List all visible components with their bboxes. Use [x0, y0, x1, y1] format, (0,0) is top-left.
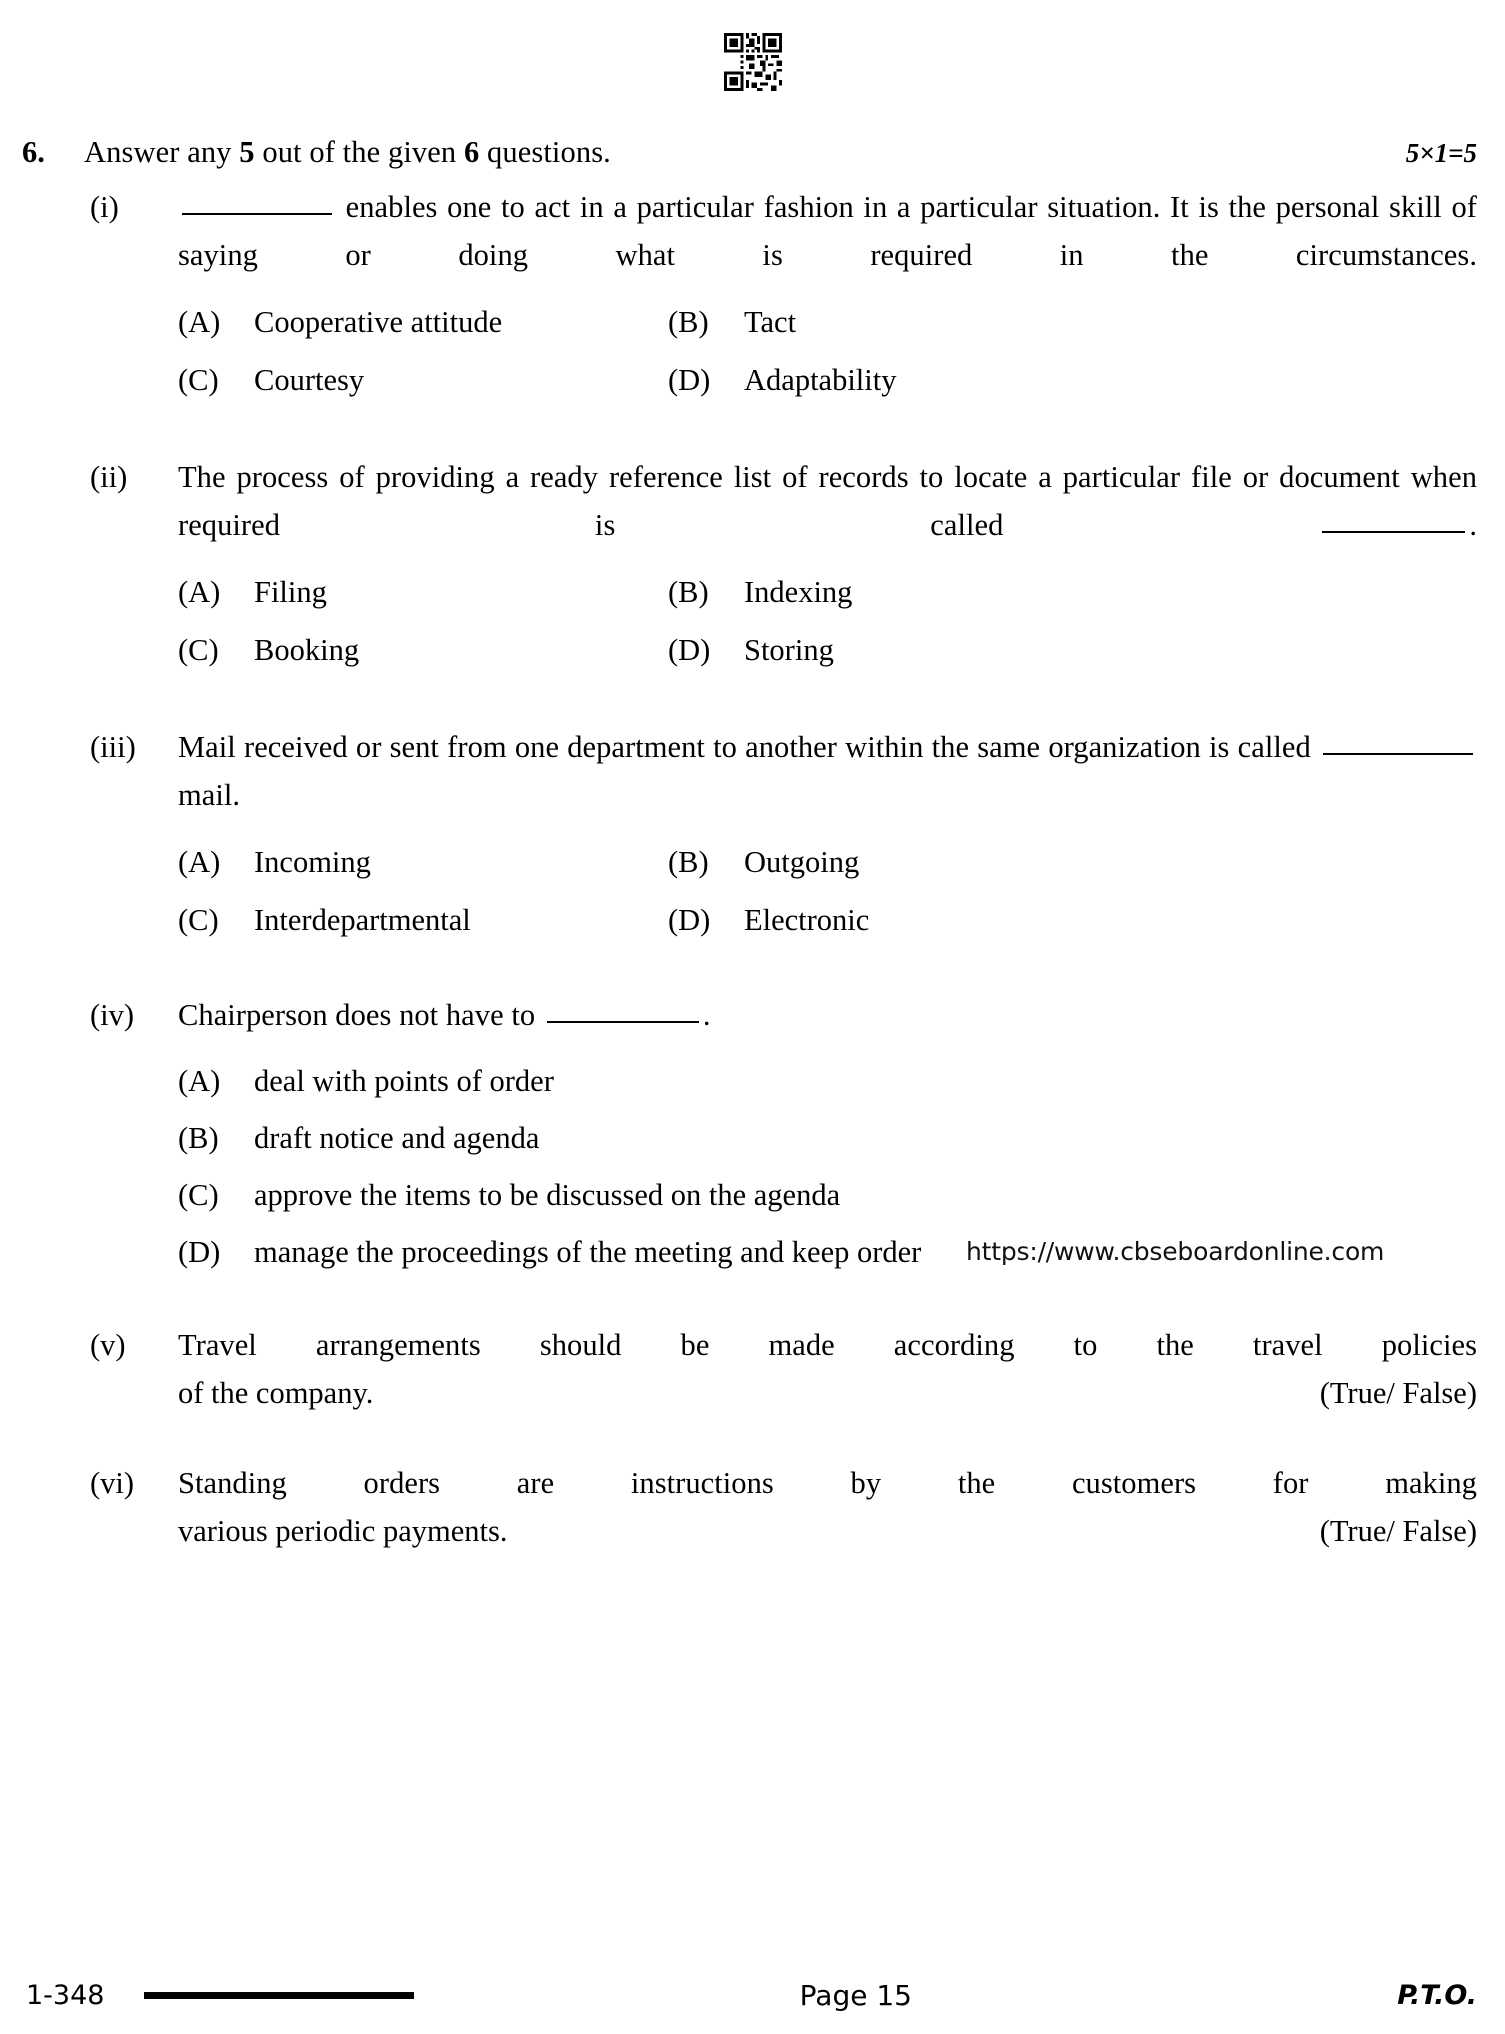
instruction-count-total: 6 [463, 135, 480, 169]
item-stem-vi-line2 [178, 1507, 1477, 1555]
footer-pto: P.T.O. [1397, 1980, 1477, 2011]
option-text: manage the proceedings of the meeting and keep order [254, 1235, 922, 1269]
option-key: (B) [668, 845, 709, 879]
list-item-i [90, 183, 1477, 409]
option-text: Courtesy [254, 363, 365, 397]
option-a[interactable] [178, 563, 668, 621]
option-text: Interdepartmental [254, 903, 471, 937]
option-c[interactable] [178, 1167, 1477, 1224]
option-d[interactable] [668, 351, 896, 409]
option-text: draft notice and agenda [254, 1121, 540, 1155]
answer-blank[interactable] [1323, 753, 1473, 755]
option-key: (D) [178, 1235, 221, 1269]
item-stem-ii [178, 453, 1477, 549]
item-body-iii [178, 723, 1477, 949]
options-i [178, 293, 1477, 409]
answer-blank[interactable] [1322, 531, 1465, 533]
item-stem-v-line2 [178, 1369, 1477, 1417]
option-key: (C) [178, 633, 219, 667]
spacer [90, 1281, 1477, 1321]
option-text: Filing [254, 575, 327, 609]
option-b[interactable] [668, 563, 852, 621]
question-instruction [84, 135, 1406, 170]
option-row [178, 293, 1477, 351]
stem-text-ii-end: . [1469, 508, 1477, 542]
question-header [22, 135, 1477, 170]
list-item-vi [90, 1459, 1477, 1555]
option-text: Indexing [744, 575, 853, 609]
option-key: (C) [178, 1178, 219, 1212]
true-false-tag[interactable]: (True/ False) [1319, 1376, 1477, 1410]
item-stem-v-line1: Travel arrangements should be made according to the travel policies [178, 1328, 1477, 1362]
option-row [178, 351, 1477, 409]
item-label-vi: (vi) [90, 1466, 135, 1500]
question-marks: 5×1=5 [1405, 138, 1477, 168]
options-ii [178, 563, 1477, 679]
stem-text-iv: Chairperson does not have to [178, 998, 543, 1032]
option-key: (A) [178, 1064, 221, 1098]
stem-text-ii: The process of providing a ready reference list of records to locate a particular file or document when required is called [178, 460, 1477, 542]
true-false-tag[interactable]: (True/ False) [1319, 1514, 1477, 1548]
option-d[interactable] [668, 621, 834, 679]
stem-text-iii-end: mail. [178, 778, 241, 812]
option-c[interactable] [178, 621, 668, 679]
option-key: (D) [668, 363, 711, 397]
instruction-text-before: Answer any [84, 135, 240, 169]
footer-page-number: Page 15 [799, 1979, 912, 2012]
option-text: Incoming [254, 845, 371, 879]
spacer [90, 1417, 1477, 1459]
option-a[interactable] [178, 1053, 1477, 1110]
option-text: Booking [254, 633, 360, 667]
question-items-list [90, 183, 1477, 1555]
page-footer [26, 1979, 1477, 2012]
instruction-count-answer: 5 [239, 135, 255, 169]
spacer [90, 949, 1477, 991]
option-row [178, 833, 1477, 891]
option-row [178, 563, 1477, 621]
option-a[interactable] [178, 293, 668, 351]
answer-blank[interactable] [547, 1021, 699, 1023]
item-stem-iv [178, 991, 1477, 1039]
watermark-url: https://www.cbseboardonline.com [966, 1237, 1385, 1266]
item-label-iii: (iii) [90, 730, 136, 764]
item-body-ii [178, 453, 1477, 679]
option-key: (B) [668, 575, 709, 609]
option-key: (B) [668, 305, 709, 339]
option-b[interactable] [668, 833, 859, 891]
option-text: Storing [744, 633, 834, 667]
option-text: Outgoing [744, 845, 860, 879]
option-key: (A) [178, 575, 221, 609]
item-label-i: (i) [90, 190, 119, 224]
item-label-ii: (ii) [90, 460, 128, 494]
list-item-ii [90, 453, 1477, 679]
option-text: Electronic [744, 903, 870, 937]
option-key: (C) [178, 903, 219, 937]
item-body-vi [178, 1459, 1477, 1555]
spacer [90, 679, 1477, 723]
instruction-text-after: questions. [479, 135, 611, 169]
option-row [178, 621, 1477, 679]
stem-text-iii: Mail received or sent from one department to another within the same organization is called [178, 730, 1319, 764]
option-a[interactable] [178, 833, 668, 891]
option-text: Tact [744, 305, 797, 339]
item-body-i [178, 183, 1477, 409]
options-iii [178, 833, 1477, 949]
option-text: approve the items to be discussed on the agenda [254, 1178, 841, 1212]
answer-blank[interactable] [182, 213, 332, 215]
spacer [90, 409, 1477, 453]
item-label-v: (v) [90, 1328, 126, 1362]
qr-code-container [0, 33, 1505, 91]
option-c[interactable] [178, 351, 668, 409]
item-stem-iii [178, 723, 1477, 819]
qr-code-icon [722, 33, 784, 91]
option-key: (D) [668, 633, 711, 667]
stem-text-iv-end: . [702, 998, 711, 1032]
option-b[interactable] [178, 1110, 1477, 1167]
stem-text-i: enables one to act in a particular fashion in a particular situation. It is the personal skill of saying or doing what is required in the circumstances. [178, 190, 1477, 272]
instruction-text-middle: out of the given [254, 135, 464, 169]
list-item-iii [90, 723, 1477, 949]
item-label-iv: (iv) [90, 998, 135, 1032]
question-number: 6. [22, 135, 45, 169]
option-text: Adaptability [744, 363, 897, 397]
option-key: (D) [668, 903, 711, 937]
list-item-v [90, 1321, 1477, 1417]
option-text: Cooperative attitude [254, 305, 503, 339]
option-key: (A) [178, 845, 221, 879]
option-text: deal with points of order [254, 1064, 554, 1098]
option-key: (B) [178, 1121, 219, 1155]
option-d[interactable] [668, 891, 869, 949]
option-key: (C) [178, 363, 219, 397]
option-row [178, 891, 1477, 949]
stem-text-vi-end: various periodic payments. [178, 1514, 508, 1548]
option-key: (A) [178, 305, 221, 339]
footer-paper-code: 1-348 [26, 1980, 105, 2011]
stem-text-v-end: of the company. [178, 1376, 374, 1410]
option-b[interactable] [668, 293, 796, 351]
item-stem-vi-line1: Standing orders are instructions by the customers for making [178, 1466, 1477, 1500]
item-body-v [178, 1321, 1477, 1417]
option-c[interactable] [178, 891, 668, 949]
item-stem-i [178, 183, 1477, 279]
